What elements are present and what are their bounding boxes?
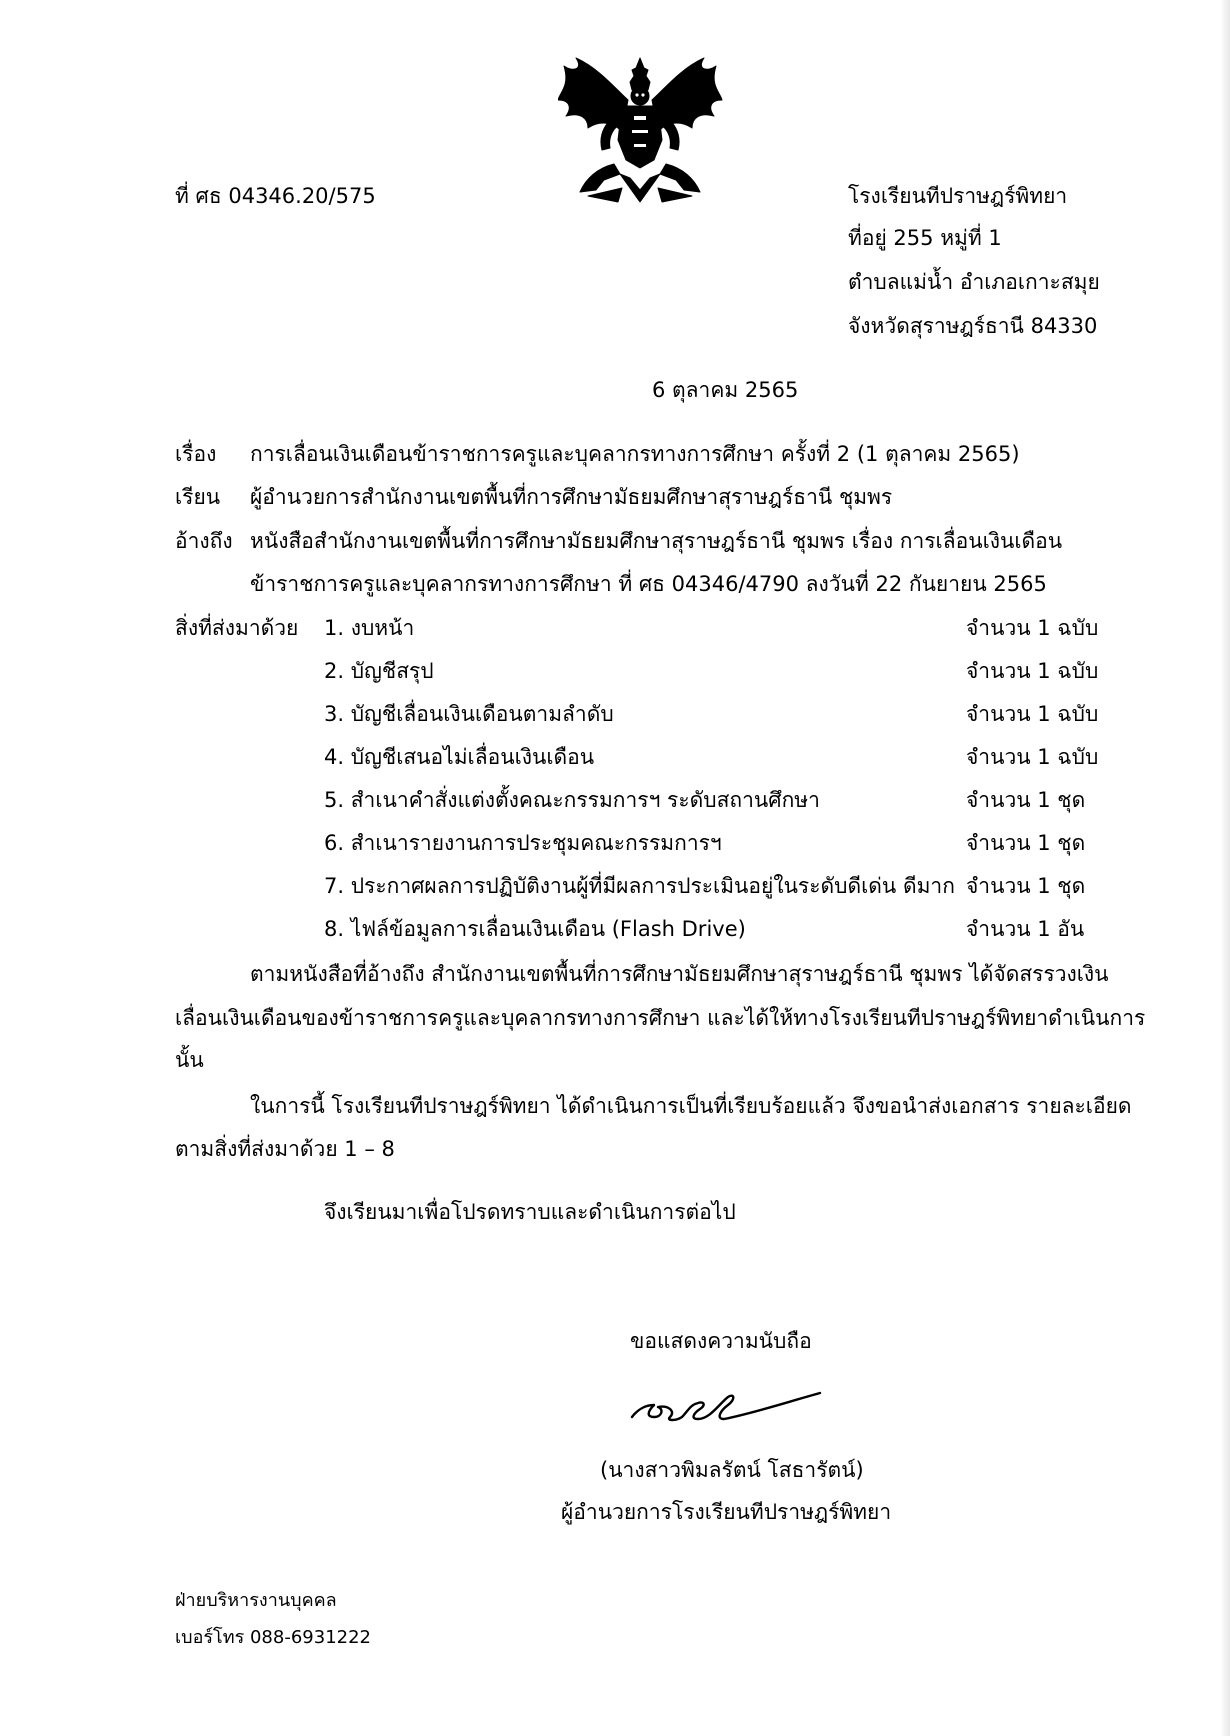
- attachment-qty: จำนวน 1 ฉบับ: [966, 659, 1099, 683]
- letter-date: 6 ตุลาคม 2565: [652, 378, 799, 402]
- attachment-qty: จำนวน 1 ชุด: [966, 831, 1086, 855]
- attachment-item: 7. ประกาศผลการปฏิบัติงานผู้ที่มีผลการประเมินอยู่ในระดับดีเด่น ดีมาก: [324, 874, 955, 898]
- body-paragraph-1-line3: นั้น: [175, 1048, 204, 1072]
- attachment-item: 6. สำเนารายงานการประชุมคณะกรรมการฯ: [324, 831, 722, 855]
- footer-department: ฝ่ายบริหารงานบุคคล: [175, 1590, 337, 1611]
- body-paragraph-2-line2: ตามสิ่งที่ส่งมาด้วย 1 – 8: [175, 1137, 395, 1161]
- subject-text: การเลื่อนเงินเดือนข้าราชการครูและบุคลากรทางการศึกษา ครั้งที่ 2 (1 ตุลาคม 2565): [250, 442, 1020, 466]
- signer-position: ผู้อำนวยการโรงเรียนทีปราษฎร์พิทยา: [561, 1500, 892, 1524]
- document-number: ที่ ศธ 04346.20/575: [175, 184, 376, 208]
- attachment-item: 2. บัญชีสรุป: [324, 659, 434, 683]
- attachment-item: 5. สำเนาคำสั่งแต่งตั้งคณะกรรมการฯ ระดับสถานศึกษา: [324, 788, 820, 812]
- attachment-qty: จำนวน 1 ฉบับ: [966, 702, 1099, 726]
- body-paragraph-1-line2: เลื่อนเงินเดือนของข้าราชการครูและบุคลากรทางการศึกษา และได้ให้ทางโรงเรียนทีปราษฎร์พิทยาดำเนินการ: [175, 1006, 1146, 1030]
- recipient-text: ผู้อำนวยการสำนักงานเขตพื้นที่การศึกษามัธยมศึกษาสุราษฎร์ธานี ชุมพร: [250, 485, 893, 509]
- attachment-qty: จำนวน 1 อัน: [966, 917, 1085, 941]
- body-paragraph-2-line1: ในการนี้ โรงเรียนทีปราษฎร์พิทยา ได้ดำเนินการเป็นที่เรียบร้อยแล้ว จึงขอนำส่งเอกสาร รายละเอียด: [250, 1094, 1132, 1118]
- footer-phone: เบอร์โทร 088-6931222: [175, 1627, 371, 1648]
- sender-address-line: จังหวัดสุราษฎร์ธานี 84330: [848, 314, 1098, 338]
- sender-address-line: ตำบลแม่น้ำ อำเภอเกาะสมุย: [848, 270, 1100, 294]
- sender-address-line: ที่อยู่ 255 หมู่ที่ 1: [848, 226, 1002, 250]
- reference-label: อ้างถึง: [175, 529, 233, 553]
- handwritten-signature-icon: [624, 1383, 824, 1433]
- attachment-item: 1. งบหน้า: [324, 616, 415, 640]
- body-paragraph-1-line1: ตามหนังสือที่อ้างถึง สำนักงานเขตพื้นที่การศึกษามัธยมศึกษาสุราษฎร์ธานี ชุมพร ได้จัดสรรวงเงิน: [250, 962, 1109, 986]
- recipient-label: เรียน: [175, 485, 221, 509]
- attachment-item: 3. บัญชีเลื่อนเงินเดือนตามลำดับ: [324, 702, 614, 726]
- attachment-item: 4. บัญชีเสนอไม่เลื่อนเงินเดือน: [324, 745, 595, 769]
- attachment-item: 8. ไฟล์ข้อมูลการเลื่อนเงินเดือน (Flash Drive): [324, 917, 746, 941]
- attachments-label: สิ่งที่ส่งมาด้วย: [175, 616, 299, 640]
- page-edge-shadow: [1220, 0, 1230, 1736]
- attachment-qty: จำนวน 1 ฉบับ: [966, 745, 1099, 769]
- signer-name: (นางสาวพิมลรัตน์ โสธารัตน์): [600, 1458, 864, 1482]
- attachment-qty: จำนวน 1 ชุด: [966, 788, 1086, 812]
- attachment-qty: จำนวน 1 ฉบับ: [966, 616, 1099, 640]
- reference-text-line1: หนังสือสำนักงานเขตพื้นที่การศึกษามัธยมศึกษาสุราษฎร์ธานี ชุมพร เรื่อง การเลื่อนเงินเดือน: [250, 529, 1063, 553]
- sender-school-name: โรงเรียนทีปราษฎร์พิทยา: [848, 184, 1068, 208]
- attachment-qty: จำนวน 1 ชุด: [966, 874, 1086, 898]
- subject-label: เรื่อง: [175, 442, 217, 466]
- reference-text-line2: ข้าราชการครูและบุคลากรทางการศึกษา ที่ ศธ 04346/4790 ลงวันที่ 22 กันยายน 2565: [250, 572, 1047, 596]
- closing-sentence: จึงเรียนมาเพื่อโปรดทราบและดำเนินการต่อไป: [324, 1200, 736, 1224]
- garuda-emblem-icon: [558, 56, 723, 206]
- regards: ขอแสดงความนับถือ: [630, 1329, 812, 1353]
